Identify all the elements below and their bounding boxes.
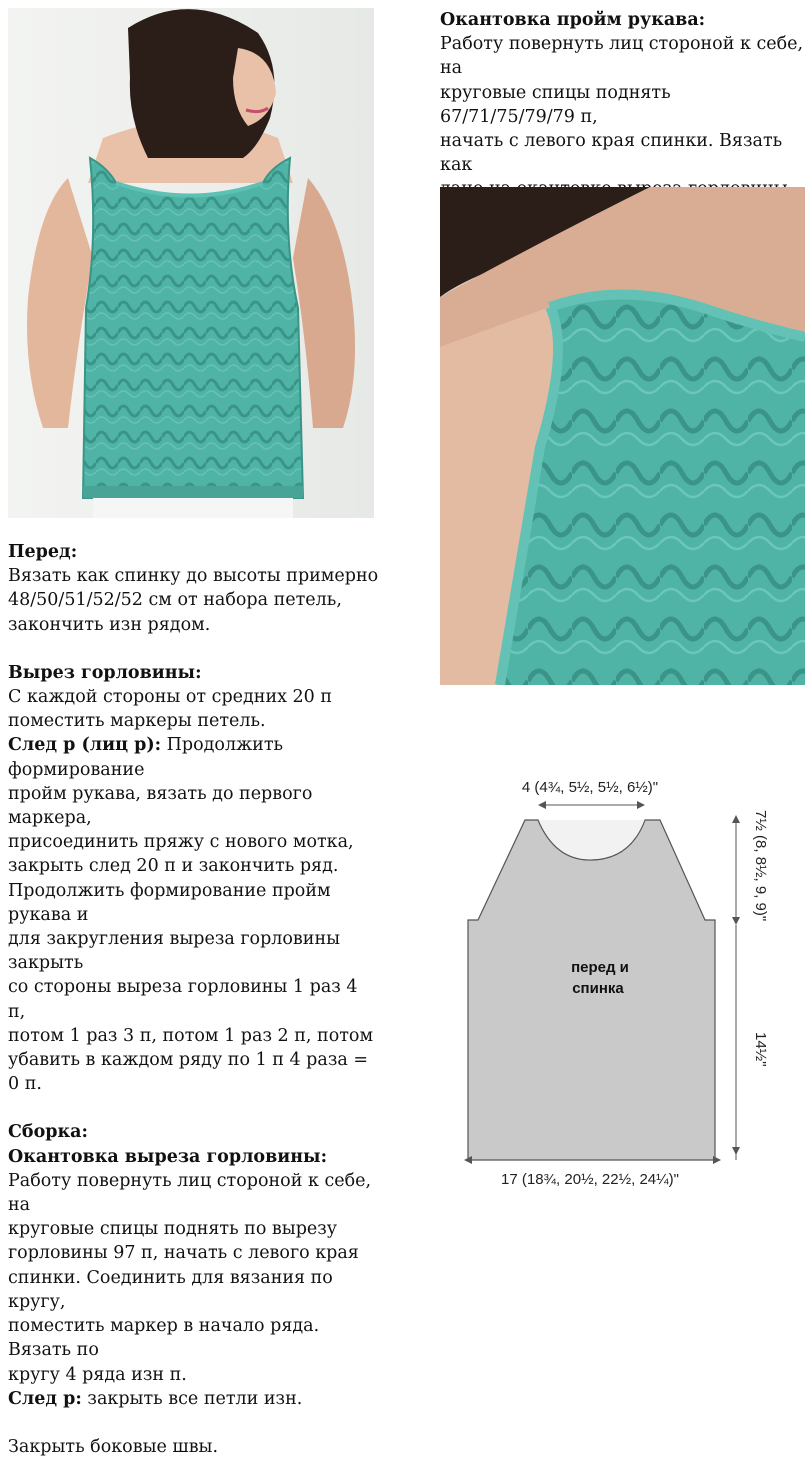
front-line: Вязать как спинку до высоты примерно [8, 566, 379, 587]
assembly-line: Работу повернуть лиц стороной к себе, на [8, 1170, 372, 1216]
photo-back-illustration [8, 8, 374, 518]
next-row-text: Продолжить формирование [8, 735, 284, 780]
schematic-diagram [440, 760, 810, 1200]
top-dimension-label: 4 (4¾, 5½, 5½, 6½)" [521, 779, 659, 796]
front-back-label-1: перед и [571, 959, 629, 976]
armhole-edging-line: круговые спицы поднять 67/71/75/79/79 п, [440, 82, 671, 127]
photo-back-view [8, 8, 374, 518]
armhole-dimension-label: 7½ (8, 8½, 9, 9)" [752, 810, 769, 922]
assembly-next-row-text: закрыть все петли изн. [81, 1388, 303, 1409]
armhole-edging-line: начать с левого края спинки. Вязать как [440, 131, 783, 176]
assembly-next-row-label: След р: [8, 1388, 82, 1409]
schematic-svg [440, 760, 810, 1200]
assembly-heading: Сборка: [8, 1122, 88, 1143]
bottom-dimension-label: 17 (18¾, 20½, 22½, 24¼)" [501, 1171, 679, 1188]
neckline-line: присоединить пряжу с нового мотка, [8, 832, 354, 853]
assembly-line: горловины 97 п, начать с левого края [8, 1243, 359, 1264]
front-line: закончить изн рядом. [8, 614, 211, 635]
instructions-column [8, 540, 380, 1459]
neckline-line: для закругления выреза горловины закрыть [8, 929, 341, 974]
length-dimension-label: 14½" [752, 1032, 769, 1067]
neckline-line: Продолжить формирование пройм рукава и [8, 880, 331, 925]
neck-edging-heading: Окантовка выреза горловины: [8, 1146, 328, 1167]
neckline-line: потом 1 раз 3 п, потом 1 раз 2 п, потом [8, 1025, 374, 1046]
assembly-line: круговые спицы поднять по вырезу [8, 1219, 338, 1240]
side-seams-text: Закрыть боковые швы. [8, 1436, 219, 1457]
neckline-heading: Вырез горловины: [8, 662, 202, 683]
photo-detail-closeup [440, 187, 805, 685]
neckline-line: убавить в каждом ряду по 1 п 4 раза = 0 п. [8, 1050, 369, 1095]
next-row-label: След р (лиц р): [8, 735, 162, 756]
assembly-line: поместить маркер в начало ряда. Вязать по [8, 1316, 320, 1361]
armhole-edging-line: Работу повернуть лиц стороной к себе, на [440, 34, 804, 79]
front-line: 48/50/51/52/52 см от набора петель, [8, 590, 342, 611]
neckline-line: С каждой стороны от средних 20 п [8, 687, 333, 708]
front-heading: Перед: [8, 542, 78, 562]
assembly-line: спинки. Соединить для вязания по кругу, [8, 1267, 333, 1312]
neckline-line: поместить маркеры петель. [8, 711, 266, 732]
photo-detail-illustration [440, 187, 805, 685]
tank-top-back [83, 158, 303, 498]
neckline-line: со стороны выреза горловины 1 раз 4 п, [8, 977, 358, 1022]
neckline-line: закрыть след 20 п и закончить ряд. [8, 856, 339, 877]
armhole-edging-heading: Окантовка пройм рукава: [440, 10, 706, 30]
front-back-label-2: спинка [572, 980, 624, 997]
neckline-line: пройм рукава, вязать до первого маркера, [8, 783, 313, 829]
assembly-line: кругу 4 ряда изн п. [8, 1364, 187, 1385]
